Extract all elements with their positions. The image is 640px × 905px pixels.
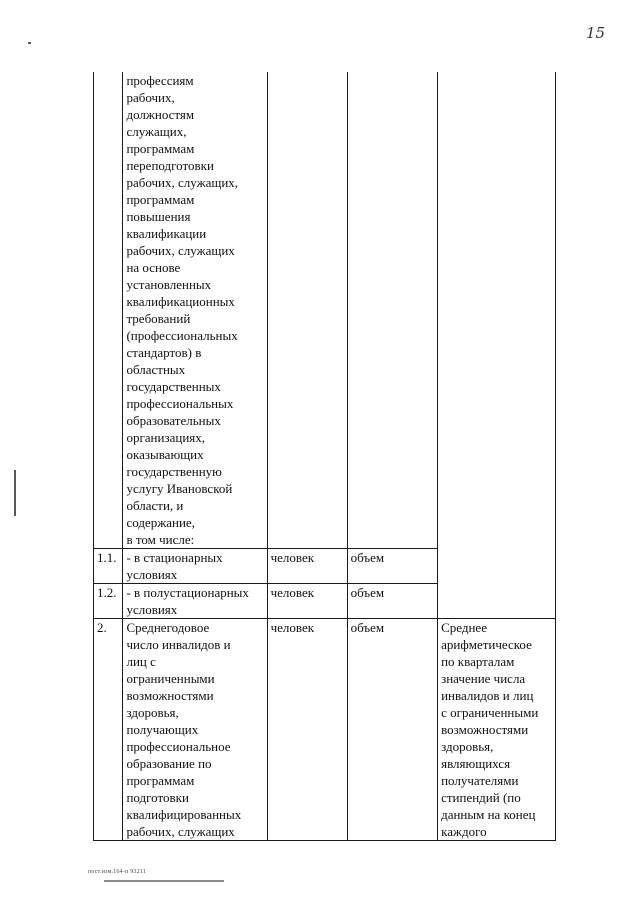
cell-unit: человек [267,619,347,841]
text-line: получателями [441,773,519,788]
cell-type: объем [347,549,438,584]
table-row [94,619,556,841]
text-line: требований [126,311,191,326]
text-line: квалификационных [126,294,235,309]
text-line: областных [126,362,186,377]
text-line: программам [126,141,195,156]
text-line: государственную [126,464,222,479]
text-line: установленных [126,277,212,292]
cell-type [347,72,438,549]
text-line: служащих, [126,124,187,139]
text-line: должностям [126,107,195,122]
text-line: квалификации [126,226,207,241]
text-line: государственных [126,379,221,394]
text-line: услугу Ивановской [126,481,233,496]
text-line: рабочих, служащих, [126,175,239,190]
cell-type: объем [347,619,438,841]
text-line: являющихся [441,756,511,771]
cell-method [438,619,556,841]
text-line: Среднегодовое [126,620,210,635]
text-line: образование по [126,756,212,771]
text-line: с ограниченными [441,705,539,720]
text-line: стандартов) в [126,345,202,360]
text-line: программам [126,192,195,207]
page-number: 15 [586,24,606,42]
text-line: в том числе: [126,532,195,547]
cell-unit: человек [267,549,347,584]
text-line: (профессиональных [126,328,238,343]
text-line: Среднее [441,620,487,635]
margin-mark [14,470,16,516]
cell-unit [267,72,347,549]
cell-type: объем [347,584,438,619]
cell-num: 1.1. [94,549,123,584]
margin-dot [28,42,31,44]
text-line: лиц с [126,654,156,669]
text-line: содержание, [126,515,195,530]
text-line: по кварталам [441,654,515,669]
text-line: программам [126,773,195,788]
text-line: квалифицированных [126,807,242,822]
text-line: профессиям [126,73,194,88]
table-row-continuation [94,72,556,549]
text-line: стипендий (по [441,790,521,805]
text-line: переподготовки [126,158,214,173]
text-line: значение числа [441,671,526,686]
text-line: рабочих, служащих [126,243,235,258]
footer-scribble [104,880,224,882]
text-line: ограниченными [126,671,215,686]
text-line: данным на конец [441,807,536,822]
cell-unit: человек [267,584,347,619]
cell-name [123,619,267,841]
text-line: инвалидов и лиц [441,688,534,703]
text-line: арифметическое [441,637,532,652]
text-line: получающих [126,722,199,737]
text-line: профессиональное [126,739,231,754]
text-line: повышения [126,209,191,224]
cell-method [438,72,556,619]
cell-num: 1.2. [94,584,123,619]
text-line: возможностями [126,688,214,703]
text-line: области, и [126,498,184,513]
footer-document-code: пост.изм.164-п 93211 [88,869,146,875]
text-line: подготовки [126,790,189,805]
text-line: оказывающих [126,447,204,462]
text-line: число инвалидов и [126,637,231,652]
cell-num: 2. [94,619,123,841]
document-table [93,72,556,841]
text-line: образовательных [126,413,221,428]
text-line: на основе [126,260,181,275]
text-line: профессиональных [126,396,234,411]
text-line: рабочих, служащих [126,824,235,839]
text-line: возможностями [441,722,529,737]
text-line: здоровья, [126,705,179,720]
text-line: здоровья, [441,739,494,754]
cell-name: - в стационарных условиях [123,549,267,584]
text-line: каждого [441,824,487,839]
cell-num [94,72,123,549]
text-line: организациях, [126,430,206,445]
text-line: рабочих, [126,90,175,105]
cell-name: - в полустационарных условиях [123,584,267,619]
cell-name-continued [123,72,267,549]
